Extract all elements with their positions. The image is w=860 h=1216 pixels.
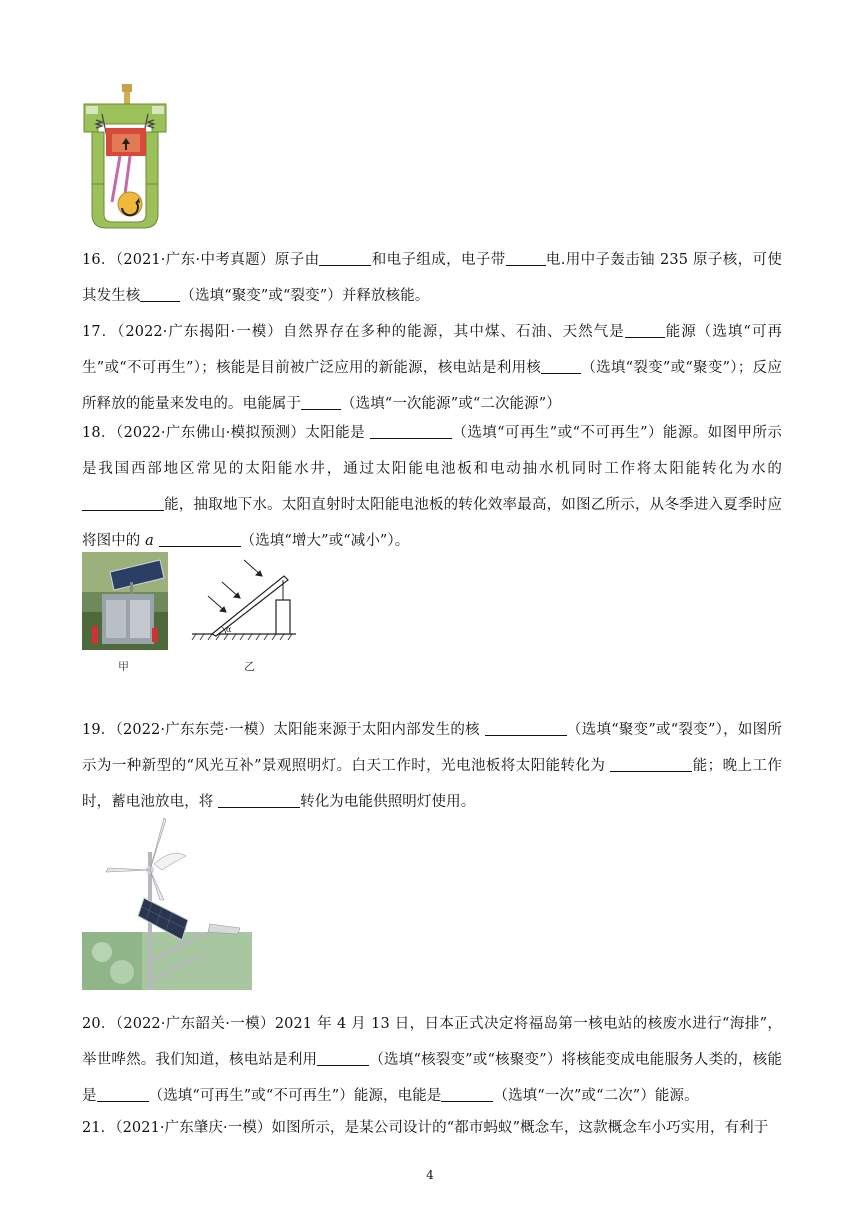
q18-part2: 能，抽取地下水。太阳直射时太阳能电池板的转化效率最高，如图乙所示，从冬季进入夏季时应将图中的 — [82, 497, 782, 549]
answer-blank[interactable] — [82, 496, 164, 512]
answer-blank[interactable] — [97, 1087, 149, 1103]
answer-blank[interactable] — [441, 1087, 493, 1103]
question-20 — [82, 1006, 782, 1114]
answer-blank[interactable] — [610, 757, 692, 773]
answer-blank[interactable] — [218, 793, 300, 809]
answer-blank[interactable] — [317, 1051, 369, 1067]
answer-blank[interactable] — [140, 287, 180, 303]
q20-prefix: 20．（2022·广东韶关·一模）2021 年 4 月 13 日，日本正式决定将福岛第一核电站的核废水进行“海排”，举世哗然。我们知道，核电站是利用 — [82, 1016, 782, 1068]
question-21 — [82, 1110, 782, 1146]
q18-prefix: 18．（2022·广东佛山·模拟预测）太阳能是 — [82, 425, 371, 441]
answer-blank[interactable] — [506, 251, 546, 267]
engine-diagram — [82, 84, 168, 230]
q17-prefix: 17．（2022·广东揭阳·一模）自然界存在多种的能源，其中煤、石油、天然气是 — [82, 324, 625, 340]
q19-prefix: 19．（2022·广东东莞·一模）太阳能来源于太阳内部发生的核 — [82, 722, 485, 738]
q16-part3: （选填“聚变”或“裂变”）并释放核能。 — [180, 288, 430, 304]
q20-part2: （选填“可再生”或“不可再生”）能源，电能是 — [148, 1088, 442, 1104]
figure-yi-label: 乙 — [244, 660, 255, 673]
answer-blank[interactable] — [319, 251, 371, 267]
q21-text: 21．（2021·广东肇庆·一模）如图所示，是某公司设计的“都市蚂蚁”概念车，这款概念车小巧实用，有利于 — [82, 1120, 769, 1136]
q18-part3: （选填“增大”或“减小”）。 — [240, 533, 410, 549]
answer-blank[interactable] — [159, 532, 241, 548]
answer-blank[interactable] — [625, 323, 665, 339]
question-17 — [82, 314, 782, 422]
q17-part3: （选填“一次能源”或“二次能源”） — [341, 396, 561, 412]
q19-part1: （选填“聚变”或“裂变”），如图所示为一种新型的“风光互补”景观照明灯。白天工作时，光电池板将太阳能转化为 — [82, 722, 782, 774]
answer-blank[interactable] — [485, 721, 567, 737]
solar-well-photo — [82, 552, 168, 650]
alpha-label: α — [226, 625, 232, 634]
page-number: 4 — [426, 1168, 434, 1182]
wind-solar-lamp-photo — [82, 812, 252, 990]
question-18 — [82, 415, 782, 559]
q16-prefix: 16．（2021·广东·中考真题）原子由 — [82, 252, 320, 268]
q20-part1: （选填“核裂变”或“核聚变”）将核能变成电能服务人类的，核能是 — [82, 1052, 782, 1104]
q17-part1: 能源（选填“可再生”或“不可再生”）；核能是目前被广泛应用的新能源，核电站是利用核 — [82, 324, 782, 376]
question-16 — [82, 242, 782, 314]
answer-blank[interactable] — [541, 359, 581, 375]
q20-part3: （选填“一次”或“二次”）能源。 — [493, 1088, 699, 1104]
tilted-panel-diagram — [188, 556, 298, 646]
q16-part1: 和电子组成，电子带 — [371, 252, 506, 268]
q17-part2: （选填“裂变”或“聚变”）；反应所释放的能量来发电的。电能属于 — [82, 360, 782, 412]
q19-part3: 转化为电能供照明灯使用。 — [300, 794, 476, 810]
q16-part2: 电.用中子轰击铀 235 原子核，可使其发生核 — [82, 252, 782, 304]
answer-blank[interactable] — [370, 424, 452, 440]
answer-blank[interactable] — [301, 395, 341, 411]
variable-a: a — [145, 533, 154, 549]
q19-part2: 能；晚上工作时，蓄电池放电，将 — [82, 758, 782, 810]
question-19 — [82, 712, 782, 820]
figure-jia-label: 甲 — [118, 660, 129, 673]
q18-part1: （选填“可再生”或“不可再生”）能源。如图甲所示是我国西部地区常见的太阳能水井，通过太阳能电池板和电动抽水机同时工作将太阳能转化为水的 — [82, 425, 782, 477]
